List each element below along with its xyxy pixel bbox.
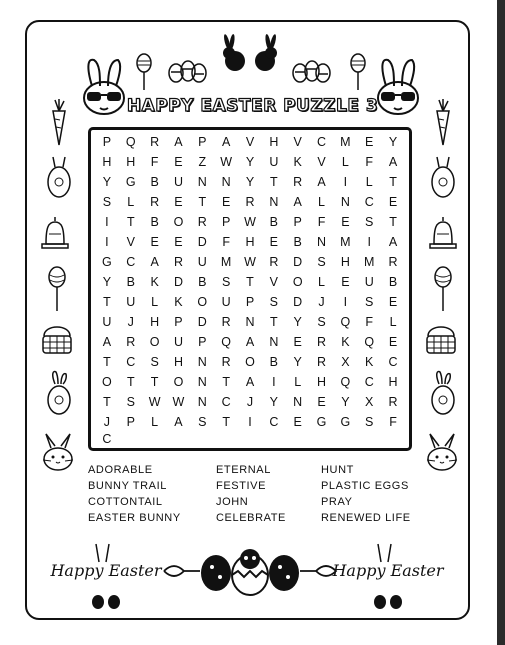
- grid-letter[interactable]: H: [340, 255, 350, 269]
- grid-letter[interactable]: O: [102, 375, 112, 389]
- grid-letter[interactable]: C: [269, 415, 279, 429]
- grid-letter[interactable]: Q: [340, 375, 351, 389]
- bunny-face-icon: [40, 432, 76, 472]
- grid-letter[interactable]: L: [151, 415, 159, 429]
- grid-letter[interactable]: U: [269, 155, 279, 169]
- grid-letter[interactable]: L: [318, 195, 325, 209]
- grid-letter[interactable]: R: [388, 395, 398, 409]
- grid-letter[interactable]: I: [105, 235, 109, 249]
- grid-letter[interactable]: T: [126, 375, 135, 389]
- grid-letter[interactable]: N: [197, 395, 207, 409]
- word-list-item: ETERNAL: [216, 464, 271, 476]
- word-search-grid[interactable]: [88, 127, 412, 451]
- grid-letter[interactable]: L: [365, 175, 373, 189]
- grid-letter[interactable]: G: [340, 415, 351, 429]
- grid-letter[interactable]: L: [151, 295, 159, 309]
- grid-letter[interactable]: G: [102, 255, 112, 269]
- grid-letter[interactable]: A: [293, 195, 302, 209]
- grid-letter[interactable]: U: [173, 335, 183, 349]
- grid-letter[interactable]: J: [103, 415, 111, 429]
- grid-letter[interactable]: H: [126, 155, 136, 169]
- grid-letter[interactable]: E: [269, 235, 279, 249]
- grid-letter[interactable]: Q: [340, 315, 351, 329]
- grid-letter[interactable]: M: [220, 255, 232, 269]
- grid-letter[interactable]: W: [148, 395, 161, 409]
- grid-letter[interactable]: E: [293, 415, 302, 429]
- puzzle-title: HAPPY EASTER PUZZLE 3: [126, 96, 379, 116]
- grid-letter[interactable]: R: [317, 355, 327, 369]
- grid-letter[interactable]: A: [102, 335, 112, 349]
- grid-letter[interactable]: K: [365, 355, 374, 369]
- bell-icon: [426, 214, 460, 254]
- grid-letter[interactable]: U: [102, 315, 112, 329]
- grid-letter[interactable]: N: [197, 175, 207, 189]
- bell-icon: [38, 214, 72, 254]
- happy-easter-text-left: Happy Easter: [50, 561, 162, 580]
- grid-letter[interactable]: D: [197, 235, 207, 249]
- grid-letter[interactable]: A: [388, 235, 398, 249]
- grid-letter[interactable]: P: [126, 415, 135, 429]
- grid-letter[interactable]: A: [174, 415, 183, 429]
- grid-letter[interactable]: I: [343, 175, 348, 189]
- grid-letter[interactable]: T: [389, 175, 397, 189]
- grid-letter[interactable]: G: [125, 175, 136, 189]
- grid-letter[interactable]: I: [343, 295, 348, 309]
- grid-letter[interactable]: R: [126, 335, 136, 349]
- grid-letter[interactable]: T: [270, 175, 278, 189]
- grid-letter[interactable]: E: [174, 195, 183, 209]
- grid-letter[interactable]: N: [340, 195, 350, 209]
- grid-letter[interactable]: L: [389, 315, 397, 329]
- word-list-item: EASTER BUNNY: [88, 512, 181, 524]
- grid-letter[interactable]: Y: [102, 275, 112, 289]
- grid-letter[interactable]: U: [364, 275, 374, 289]
- grid-letter[interactable]: R: [150, 195, 160, 209]
- grid-letter[interactable]: C: [126, 255, 136, 269]
- grid-letter[interactable]: X: [341, 355, 350, 369]
- grid-letter[interactable]: R: [388, 255, 398, 269]
- grid-letter[interactable]: S: [365, 215, 374, 229]
- word-list-item: HUNT: [321, 464, 354, 476]
- word-list-item: PRAY: [321, 496, 353, 508]
- grid-letter[interactable]: O: [173, 215, 184, 229]
- grid-letter[interactable]: O: [197, 295, 208, 309]
- grid-letter[interactable]: Q: [221, 335, 231, 349]
- grid-letter[interactable]: D: [173, 275, 183, 289]
- bunny-face-icon: [424, 432, 460, 472]
- grid-letter[interactable]: N: [221, 175, 231, 189]
- grid-letter[interactable]: U: [173, 175, 183, 189]
- word-list-column-2: [216, 462, 286, 526]
- grid-letter[interactable]: T: [103, 355, 111, 369]
- easter-eggs-basket-icon: [290, 58, 332, 84]
- grid-letter[interactable]: Y: [341, 395, 350, 409]
- grid-letter[interactable]: C: [364, 375, 374, 389]
- grid-letter[interactable]: E: [388, 335, 398, 349]
- grid-letter[interactable]: B: [150, 175, 159, 189]
- happy-easter-lettering-left: [50, 540, 162, 612]
- grid-letter[interactable]: R: [173, 255, 183, 269]
- grid-letter[interactable]: U: [221, 295, 231, 309]
- grid-letter[interactable]: E: [388, 295, 398, 309]
- easter-egg-lollipop-icon: [348, 52, 368, 92]
- grid-letter[interactable]: Q: [364, 335, 375, 349]
- grid-letter[interactable]: S: [102, 195, 112, 209]
- grid-letter[interactable]: S: [198, 415, 207, 429]
- grid-letter[interactable]: V: [269, 275, 279, 289]
- grid-letter[interactable]: H: [173, 355, 183, 369]
- grid-letter[interactable]: I: [367, 235, 371, 249]
- grid-letter[interactable]: K: [341, 335, 350, 349]
- grid-letter[interactable]: U: [197, 255, 207, 269]
- grid-letter[interactable]: R: [269, 255, 279, 269]
- grid-letter[interactable]: D: [293, 295, 303, 309]
- grid-letter[interactable]: W: [244, 255, 256, 269]
- grid-letter[interactable]: L: [294, 375, 302, 389]
- word-list-item: FESTIVE: [216, 480, 267, 492]
- egg-lollipop-icon: [46, 265, 68, 313]
- grid-letter[interactable]: S: [269, 295, 279, 309]
- grid-letter[interactable]: U: [126, 295, 136, 309]
- grid-letter[interactable]: Y: [388, 135, 398, 149]
- grid-letter[interactable]: S: [150, 355, 159, 369]
- grid-letter[interactable]: C: [102, 432, 112, 446]
- grid-letter[interactable]: K: [174, 295, 183, 309]
- grid-letter[interactable]: H: [245, 235, 255, 249]
- grid-letter[interactable]: T: [222, 415, 230, 429]
- chick-in-egg-icon: [160, 545, 340, 597]
- grid-letter[interactable]: Y: [245, 175, 255, 189]
- grid-letter[interactable]: Y: [245, 155, 255, 169]
- grid-letter[interactable]: T: [103, 295, 111, 309]
- grid-letter[interactable]: P: [221, 215, 231, 229]
- grid-letter[interactable]: A: [388, 155, 398, 169]
- grid-letter[interactable]: M: [340, 235, 351, 249]
- grid-letter[interactable]: B: [198, 275, 207, 289]
- grid-letter[interactable]: T: [389, 215, 397, 229]
- grid-letter[interactable]: P: [245, 295, 255, 309]
- grid-letter[interactable]: R: [245, 195, 255, 209]
- grid-letter[interactable]: H: [388, 375, 398, 389]
- grid-letter[interactable]: L: [127, 195, 135, 209]
- grid-letter[interactable]: B: [269, 355, 279, 369]
- grid-letter[interactable]: K: [150, 275, 159, 289]
- grid-letter[interactable]: N: [293, 395, 303, 409]
- grid-letter[interactable]: V: [293, 135, 302, 149]
- grid-letter[interactable]: I: [105, 215, 109, 229]
- grid-letter[interactable]: T: [126, 215, 135, 229]
- grid-letter[interactable]: B: [126, 275, 135, 289]
- grid-letter[interactable]: F: [150, 155, 159, 169]
- grid-letter[interactable]: T: [150, 375, 159, 389]
- grid-letter[interactable]: T: [103, 395, 111, 409]
- grid-letter[interactable]: Q: [125, 135, 136, 149]
- grid-letter[interactable]: O: [173, 375, 184, 389]
- grid-letter[interactable]: S: [126, 395, 135, 409]
- grid-letter[interactable]: P: [174, 315, 183, 329]
- bunny-egg-icon: [46, 155, 72, 199]
- grid-letter[interactable]: D: [197, 315, 207, 329]
- grid-letter[interactable]: T: [222, 375, 230, 389]
- grid-letter[interactable]: C: [364, 195, 374, 209]
- grid-letter[interactable]: R: [221, 355, 231, 369]
- grid-letter[interactable]: S: [365, 415, 374, 429]
- grid-letter[interactable]: J: [246, 395, 254, 409]
- grid-letter[interactable]: R: [317, 335, 327, 349]
- grid-letter[interactable]: K: [293, 155, 302, 169]
- egg-lollipop-icon: [432, 265, 454, 313]
- egg-basket-icon: [40, 322, 74, 356]
- grid-letter[interactable]: W: [220, 155, 233, 169]
- grid-letter[interactable]: T: [270, 315, 278, 329]
- grid-letter[interactable]: C: [388, 355, 398, 369]
- grid-letter[interactable]: B: [293, 235, 302, 249]
- grid-letter[interactable]: N: [269, 335, 279, 349]
- grid-letter[interactable]: Y: [293, 315, 302, 329]
- grid-letter[interactable]: Y: [102, 175, 112, 189]
- grid-letter[interactable]: R: [197, 215, 207, 229]
- grid-letter[interactable]: M: [364, 255, 375, 269]
- grid-letter[interactable]: M: [340, 135, 351, 149]
- grid-letter[interactable]: R: [221, 315, 231, 329]
- grid-letter[interactable]: N: [317, 235, 327, 249]
- easter-eggs-basket-icon: [166, 58, 208, 84]
- grid-letter[interactable]: N: [269, 195, 279, 209]
- bunny-ear-egg-icon: [430, 370, 456, 416]
- word-list-column-3: [321, 462, 411, 526]
- grid-letter[interactable]: E: [341, 215, 350, 229]
- grid-letter[interactable]: E: [174, 235, 183, 249]
- grid-letter[interactable]: J: [318, 295, 325, 309]
- bunny-egg-icon: [430, 155, 456, 199]
- word-list-item: CELEBRATE: [216, 512, 286, 524]
- word-list-column-1: [88, 462, 181, 526]
- grid-letter[interactable]: C: [126, 355, 136, 369]
- grid-letter[interactable]: A: [150, 255, 159, 269]
- grid-letter[interactable]: N: [245, 315, 255, 329]
- grid-letter[interactable]: F: [365, 155, 374, 169]
- grid-letter[interactable]: F: [222, 235, 230, 249]
- grid-letter[interactable]: C: [221, 395, 231, 409]
- grid-letter[interactable]: V: [245, 135, 255, 149]
- grid-letter[interactable]: I: [248, 415, 252, 429]
- grid-letter[interactable]: F: [365, 315, 374, 329]
- word-list-item: ADORABLE: [88, 464, 153, 476]
- grid-letter[interactable]: O: [245, 355, 255, 369]
- grid-letter[interactable]: P: [102, 135, 112, 149]
- grid-letter[interactable]: A: [245, 335, 255, 349]
- grid-letter[interactable]: B: [388, 275, 398, 289]
- grid-letter[interactable]: W: [244, 215, 256, 229]
- word-list-item: PLASTIC EGGS: [321, 480, 409, 492]
- happy-easter-lettering-right: [332, 540, 444, 612]
- grid-letter[interactable]: X: [365, 395, 374, 409]
- grid-letter[interactable]: D: [293, 255, 303, 269]
- grid-letter[interactable]: S: [317, 315, 326, 329]
- grid-letter[interactable]: E: [293, 335, 302, 349]
- grid-letter[interactable]: F: [389, 415, 397, 429]
- grid-letter[interactable]: P: [293, 215, 302, 229]
- grid-letter[interactable]: H: [317, 375, 327, 389]
- grid-letter[interactable]: G: [316, 415, 327, 429]
- grid-letter[interactable]: Y: [269, 395, 279, 409]
- grid-letter[interactable]: E: [221, 195, 231, 209]
- grid-letter[interactable]: O: [149, 335, 160, 349]
- carrot-icon: [430, 97, 456, 147]
- word-list-item: BUNNY TRAIL: [88, 480, 167, 492]
- bunnies-silhouette-icon: [215, 33, 285, 73]
- grid-letter[interactable]: S: [221, 275, 231, 289]
- happy-easter-text-right: Happy Easter: [332, 561, 444, 580]
- word-list-item: COTTONTAIL: [88, 496, 163, 508]
- grid-letter[interactable]: P: [198, 135, 207, 149]
- grid-letter[interactable]: N: [197, 355, 207, 369]
- grid-letter[interactable]: S: [317, 255, 326, 269]
- grid-letter[interactable]: F: [317, 215, 326, 229]
- grid-letter[interactable]: N: [197, 375, 207, 389]
- grid-letter[interactable]: E: [388, 195, 398, 209]
- grid-letter[interactable]: A: [174, 135, 183, 149]
- grid-letter[interactable]: E: [150, 235, 159, 249]
- grid-letter[interactable]: L: [341, 155, 349, 169]
- grid-letter[interactable]: R: [150, 135, 160, 149]
- grid-letter[interactable]: V: [126, 235, 135, 249]
- grid-letter[interactable]: C: [317, 135, 327, 149]
- grid-letter[interactable]: L: [318, 275, 325, 289]
- egg-basket-icon: [424, 322, 458, 356]
- grid-letter[interactable]: S: [365, 295, 374, 309]
- grid-letter[interactable]: W: [172, 395, 185, 409]
- grid-letter[interactable]: O: [292, 275, 303, 289]
- bunny-ear-egg-icon: [46, 370, 72, 416]
- grid-letter[interactable]: H: [150, 315, 160, 329]
- grid-letter[interactable]: E: [317, 395, 326, 409]
- grid-letter[interactable]: B: [269, 215, 279, 229]
- grid-letter[interactable]: P: [198, 335, 207, 349]
- grid-letter[interactable]: E: [341, 275, 350, 289]
- grid-letter[interactable]: Y: [293, 355, 302, 369]
- grid-letter[interactable]: J: [127, 315, 134, 329]
- easter-egg-lollipop-icon: [134, 52, 154, 92]
- grid-letter[interactable]: A: [221, 135, 231, 149]
- word-list-item: JOHN: [216, 496, 249, 508]
- grid-letter[interactable]: H: [102, 155, 112, 169]
- carrot-icon: [46, 97, 72, 147]
- grid-letter[interactable]: I: [272, 375, 276, 389]
- grid-letter[interactable]: A: [245, 375, 255, 389]
- grid-letter[interactable]: Z: [198, 155, 207, 169]
- grid-letter[interactable]: T: [198, 195, 207, 209]
- grid-letter[interactable]: E: [365, 135, 374, 149]
- grid-letter[interactable]: R: [293, 175, 303, 189]
- grid-letter[interactable]: E: [174, 155, 183, 169]
- grid-letter[interactable]: B: [150, 215, 159, 229]
- word-list-item: RENEWED LIFE: [321, 512, 411, 524]
- grid-letter[interactable]: A: [317, 175, 326, 189]
- grid-letter[interactable]: T: [246, 275, 254, 289]
- grid-letter[interactable]: H: [269, 135, 279, 149]
- grid-letter[interactable]: V: [317, 155, 326, 169]
